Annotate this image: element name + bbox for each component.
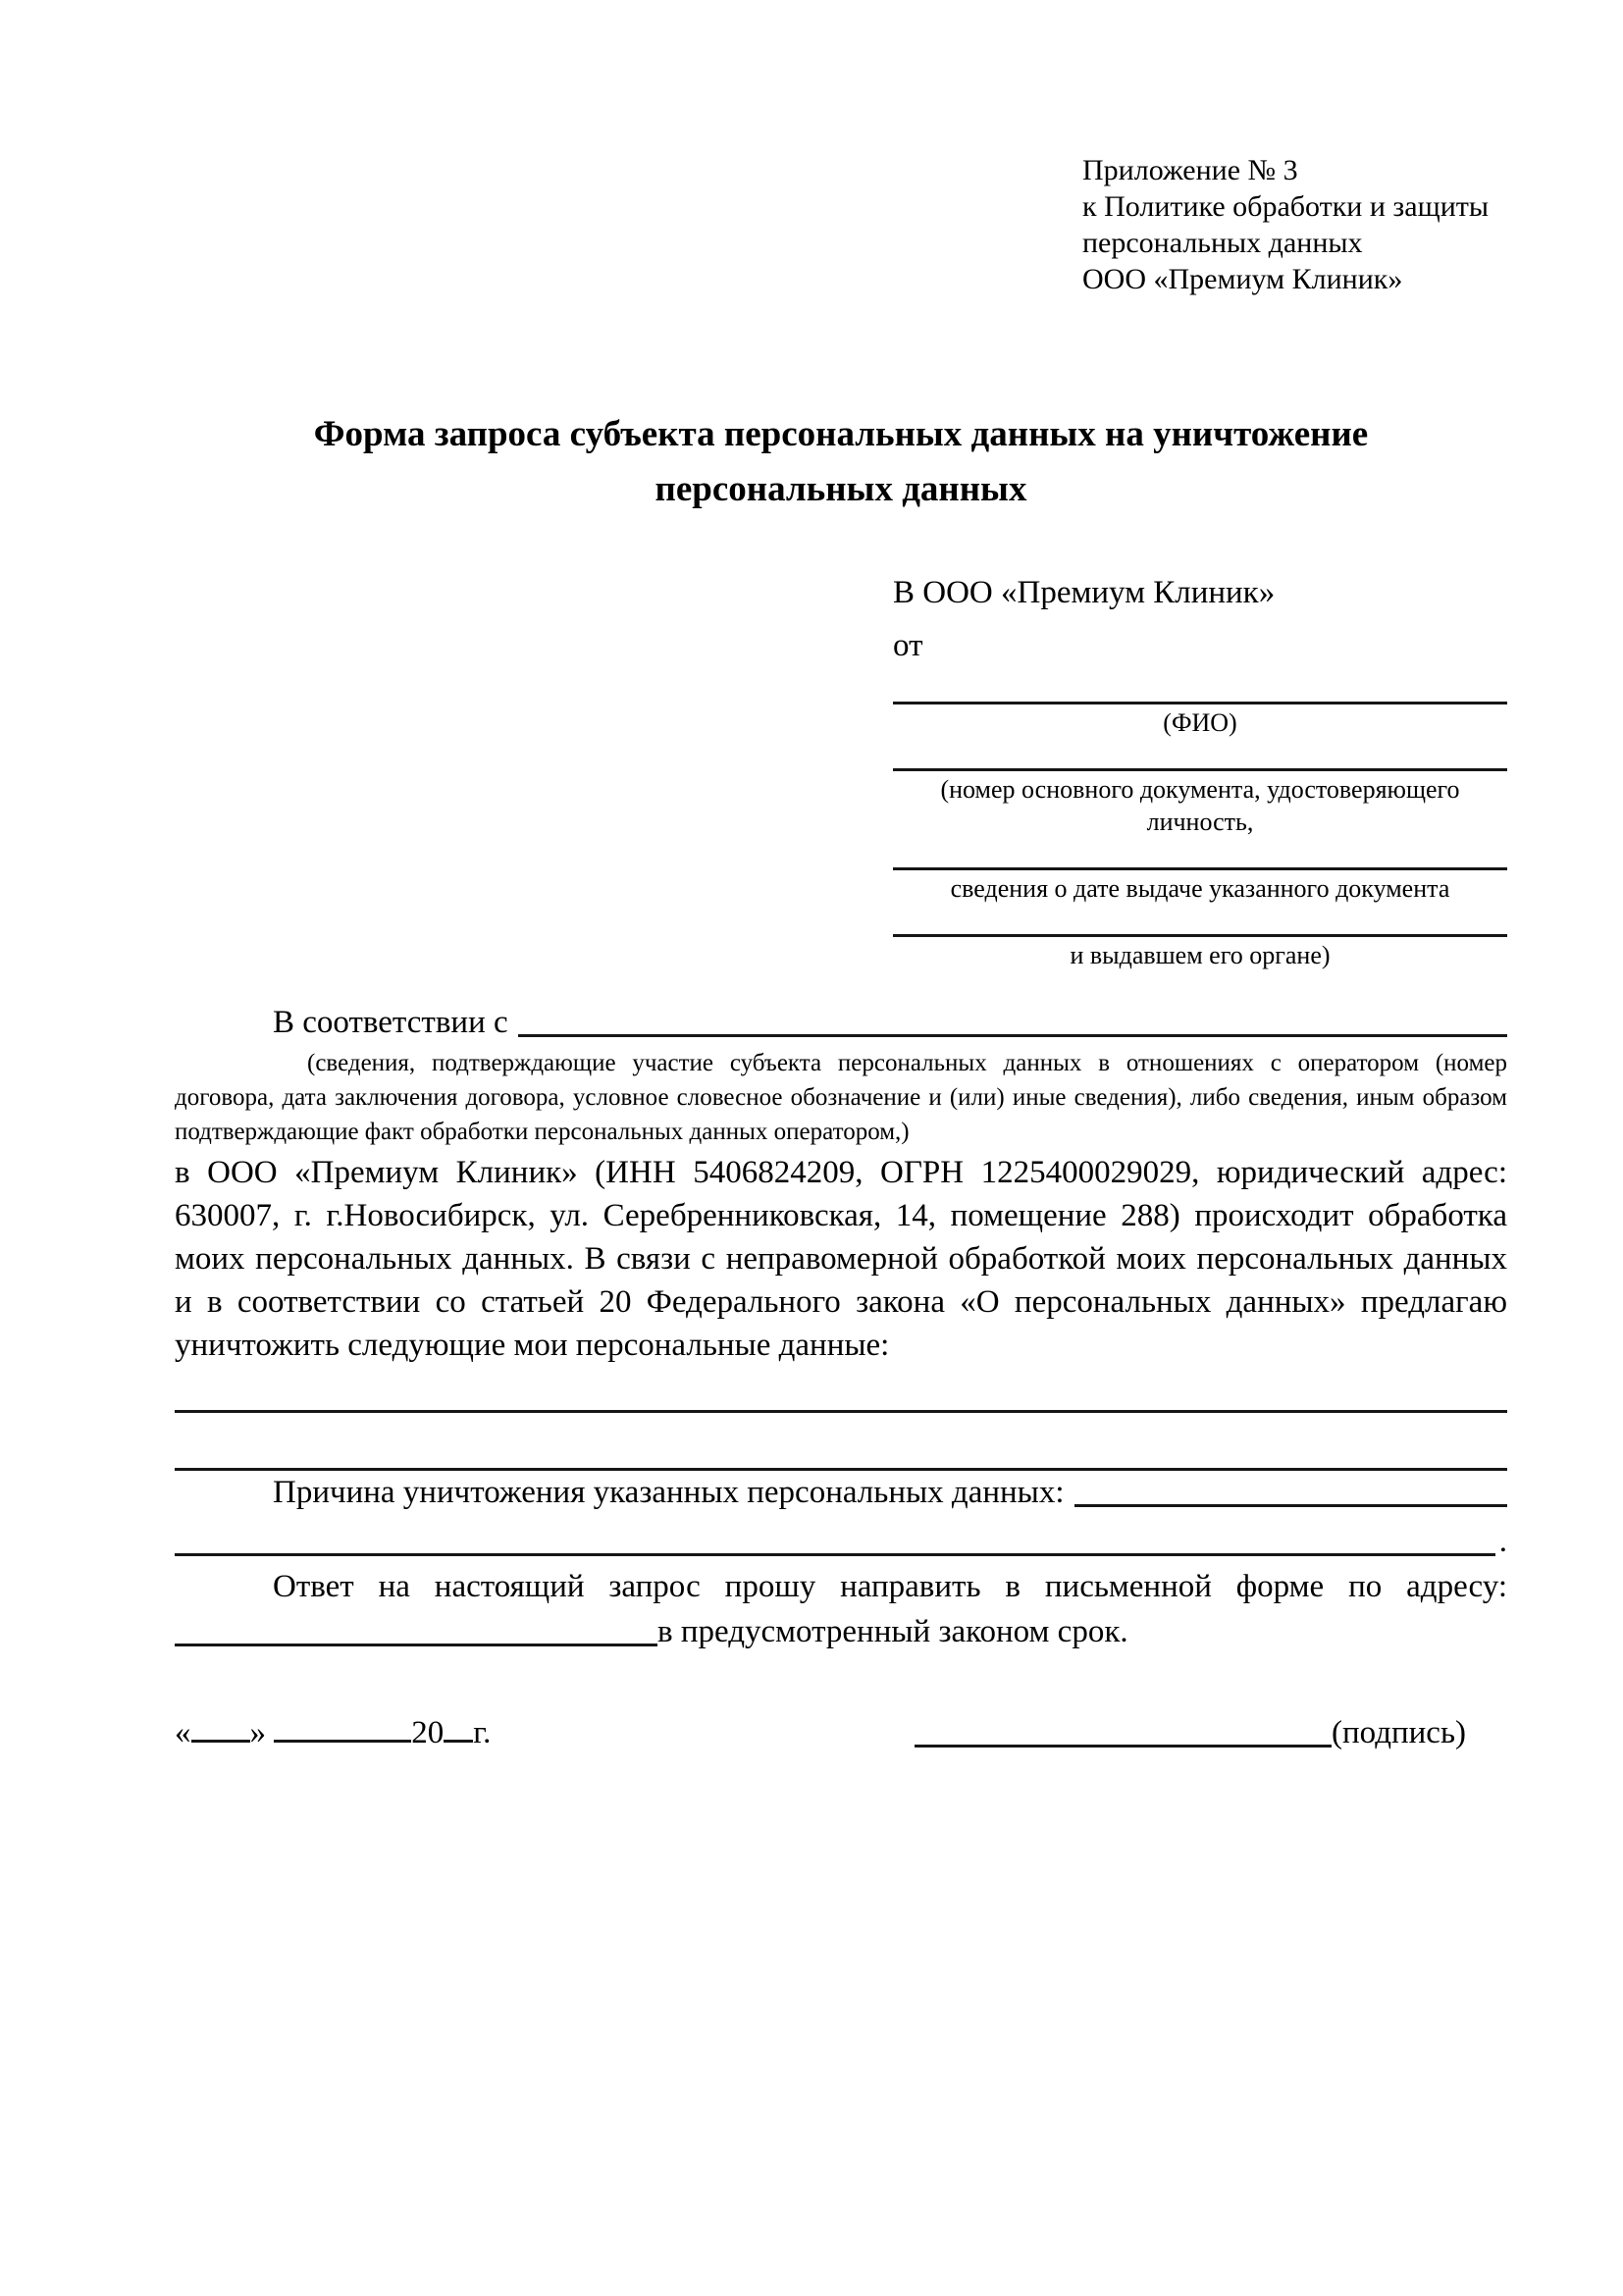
date-year-blank: [444, 1706, 473, 1743]
signature-group: [915, 1711, 1466, 1754]
document-number-blank-line: [893, 768, 1507, 771]
annex-header-line: к Политике обработки и защиты: [1082, 190, 1490, 223]
signature-caption: (подпись): [1332, 1715, 1466, 1750]
addressee-to: В ООО «Премиум Клиник»: [893, 575, 1276, 610]
reason-continuation-blank-line: [175, 1553, 1495, 1556]
accordance-blank-line: [518, 1034, 1507, 1037]
fio-blank-line: [893, 702, 1507, 704]
address-blank-line: [175, 1644, 657, 1646]
issue-date-caption: сведения о дате выдаче указанного документа: [950, 874, 1450, 903]
addressee-from-label: от: [893, 628, 923, 663]
answer-tail: в предусмотренный законом срок.: [657, 1614, 1128, 1649]
addressee-block: [893, 572, 1507, 971]
signature-blank-line: [915, 1711, 1332, 1748]
personal-data-blank-line: [175, 1367, 1507, 1413]
issue-date-blank-line: [893, 867, 1507, 870]
date-signature-row: [175, 1706, 1507, 1754]
document-body: [175, 1001, 1507, 1754]
document-title: Форма запроса субъекта персональных данных на уничтожение персональных данных: [313, 414, 1369, 509]
annex-header-line: персональных данных: [1082, 227, 1363, 259]
reason-label: Причина уничтожения указанных персональных данных:: [273, 1475, 1065, 1510]
annex-header: [1082, 152, 1507, 297]
date-day-blank: [191, 1706, 250, 1743]
date-year-prefix: 20: [411, 1715, 445, 1750]
date-year-suffix: г.: [473, 1715, 492, 1750]
fio-caption: (ФИО): [1163, 708, 1237, 737]
issuing-authority-caption: и выдавшем его органе): [1070, 941, 1331, 969]
reason-continuation-row: [175, 1520, 1507, 1563]
date-month-blank: [274, 1706, 411, 1743]
issuing-authority-blank-line: [893, 934, 1507, 937]
accordance-footnote: (сведения, подтверждающие участие субъекта персональных данных в отношениях с оператором (номер договора, дата заключения договора, условное словесное обозначение и (или) иные сведения), либо сведения, иным образом подтверждающие факт обработки персональных данных оператором,): [175, 1050, 1507, 1145]
main-paragraph: в ООО «Премиум Клиник» (ИНН 5406824209, ОГРН 1225400029029, юридический адрес: 630007, г. г.Новосибирск, ул. Серебренниковская, 14, помещение 288) происходит обработка моих персональных данных. В связи с неправомерной обработкой моих персональных данных и в соответствии со статьей 20 Федерального закона «О персональных данных» предлагаю уничтожить следующие мои персональные данные:: [175, 1155, 1507, 1363]
answer-paragraph: Ответ на настоящий запрос прошу направить в письменной форме по адресу:: [273, 1569, 1507, 1604]
annex-header-line: Приложение № 3: [1082, 154, 1298, 186]
date-quote-open: «: [175, 1715, 191, 1750]
date-group: [175, 1706, 491, 1754]
reason-row: [175, 1471, 1507, 1514]
accordance-lead: В соответствии с: [273, 1005, 508, 1040]
address-row: [175, 1610, 1507, 1653]
reason-blank-line: [1074, 1504, 1507, 1507]
line-end-period: .: [1498, 1524, 1507, 1559]
date-quote-close: »: [249, 1715, 266, 1750]
annex-header-line: ООО «Премиум Клиник»: [1082, 263, 1403, 295]
accordance-row: [175, 1001, 1507, 1044]
personal-data-blank-line: [175, 1413, 1507, 1471]
document-number-caption: (номер основного документа, удостоверяющего личность,: [940, 775, 1460, 836]
